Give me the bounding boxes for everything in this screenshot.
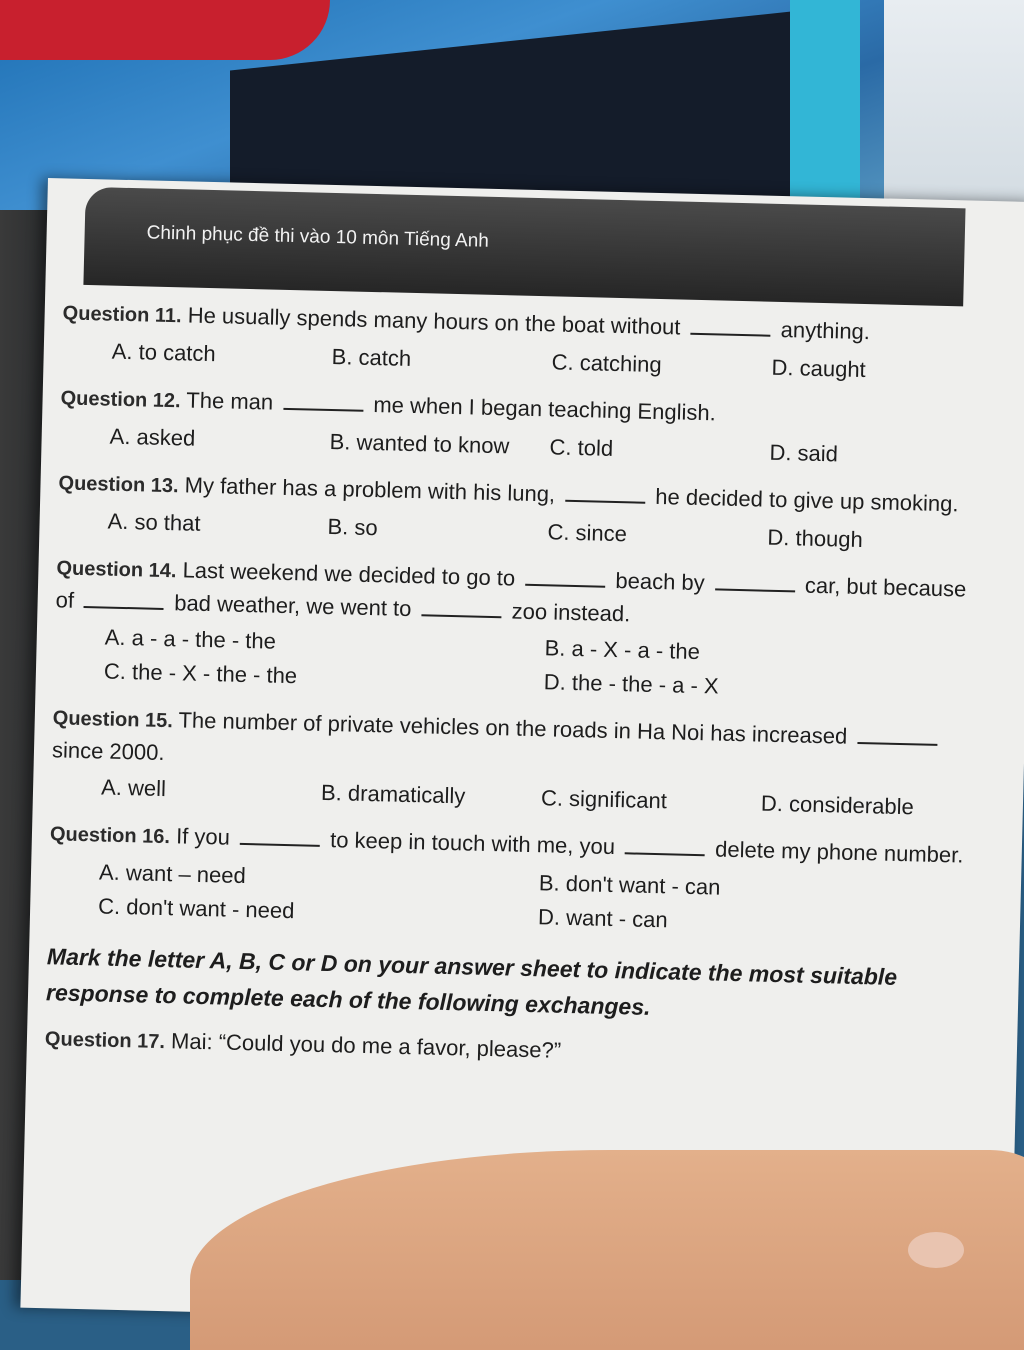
- page-header: [83, 187, 965, 306]
- question-text: Last weekend we decided to go to: [182, 557, 516, 591]
- option-a: A. a - a - the - the: [104, 624, 277, 654]
- question-text: me when I began teaching English.: [373, 392, 717, 426]
- option-d: D. said: [769, 439, 839, 467]
- question-text: delete my phone number.: [714, 836, 964, 868]
- answer-blank: [625, 834, 705, 856]
- question-text: The number of private vehicles on the roads in Ha Noi has increased: [178, 707, 848, 749]
- question-label: Question 13.: [58, 472, 179, 498]
- question-label: Question 15.: [52, 707, 174, 733]
- option-d: D. considerable: [760, 790, 915, 820]
- option-b: B. dramatically: [320, 779, 466, 809]
- option-d: D. want - can: [537, 904, 668, 933]
- question-text: The man: [186, 387, 274, 415]
- option-c: C. significant: [540, 785, 668, 814]
- answer-blank: [690, 315, 770, 337]
- question-label: Question 14.: [56, 557, 177, 583]
- option-b: B. wanted to know: [329, 428, 510, 459]
- option-a: A. to catch: [111, 338, 217, 367]
- question-text: he decided to give up smoking.: [655, 483, 959, 517]
- option-b: B. catch: [331, 343, 412, 371]
- answer-blank: [84, 588, 164, 610]
- option-d: D. caught: [771, 354, 867, 383]
- fingernail: [908, 1232, 964, 1268]
- question-label: Question 16.: [49, 823, 171, 849]
- question-text: to keep in touch with me, you: [329, 827, 616, 860]
- question-label: Question 11.: [62, 302, 182, 328]
- option-d: D. though: [767, 524, 864, 553]
- answer-blank: [283, 390, 363, 412]
- question-label: Question 12.: [60, 387, 181, 413]
- option-b: B. so: [327, 513, 379, 541]
- option-d: D. the - the - a - X: [543, 669, 719, 699]
- option-a: A. asked: [109, 423, 196, 451]
- question-text: car, but because of: [55, 572, 967, 613]
- option-c: C. catching: [551, 349, 662, 378]
- question-text: If you: [175, 823, 231, 850]
- question-text: anything.: [780, 316, 871, 345]
- option-c: C. told: [549, 434, 614, 461]
- option-a: A. so that: [107, 508, 201, 536]
- question-text: bad weather, we went to: [173, 590, 412, 622]
- question-text: Mai: “Could you do me a favor, please?”: [170, 1028, 562, 1063]
- option-b: B. don't want - can: [538, 870, 721, 900]
- section-instruction: Mark the letter A, B, C or D on your answer sheet to indicate the most suitable response to complete each of the following exchanges.: [45, 943, 898, 1020]
- answer-blank: [565, 482, 645, 504]
- question-text: He usually spends many hours on the boat without: [187, 302, 681, 340]
- question-text: beach by: [615, 567, 706, 596]
- question-text: zoo instead.: [511, 598, 631, 627]
- question-label: Question 17.: [44, 1028, 166, 1054]
- answer-blank: [240, 825, 320, 847]
- option-c: C. don't want - need: [97, 893, 295, 924]
- question-list: [44, 296, 992, 1081]
- answer-blank: [525, 566, 605, 588]
- answer-blank: [715, 570, 795, 592]
- option-c: C. since: [547, 519, 628, 547]
- question-text: since 2000.: [51, 737, 165, 766]
- background-poster: [0, 0, 330, 60]
- option-a: A. well: [100, 774, 167, 802]
- question-text: My father has a problem with his lung,: [184, 472, 556, 507]
- answer-blank: [421, 596, 501, 618]
- page-header-title: Chinh phục đề thi vào 10 môn Tiếng Anh: [146, 222, 490, 252]
- option-a: A. want – need: [98, 859, 247, 889]
- question-17: [45, 1022, 976, 1078]
- option-c: C. the - X - the - the: [103, 658, 298, 689]
- answer-blank: [857, 724, 937, 746]
- option-b: B. a - X - a - the: [544, 635, 701, 665]
